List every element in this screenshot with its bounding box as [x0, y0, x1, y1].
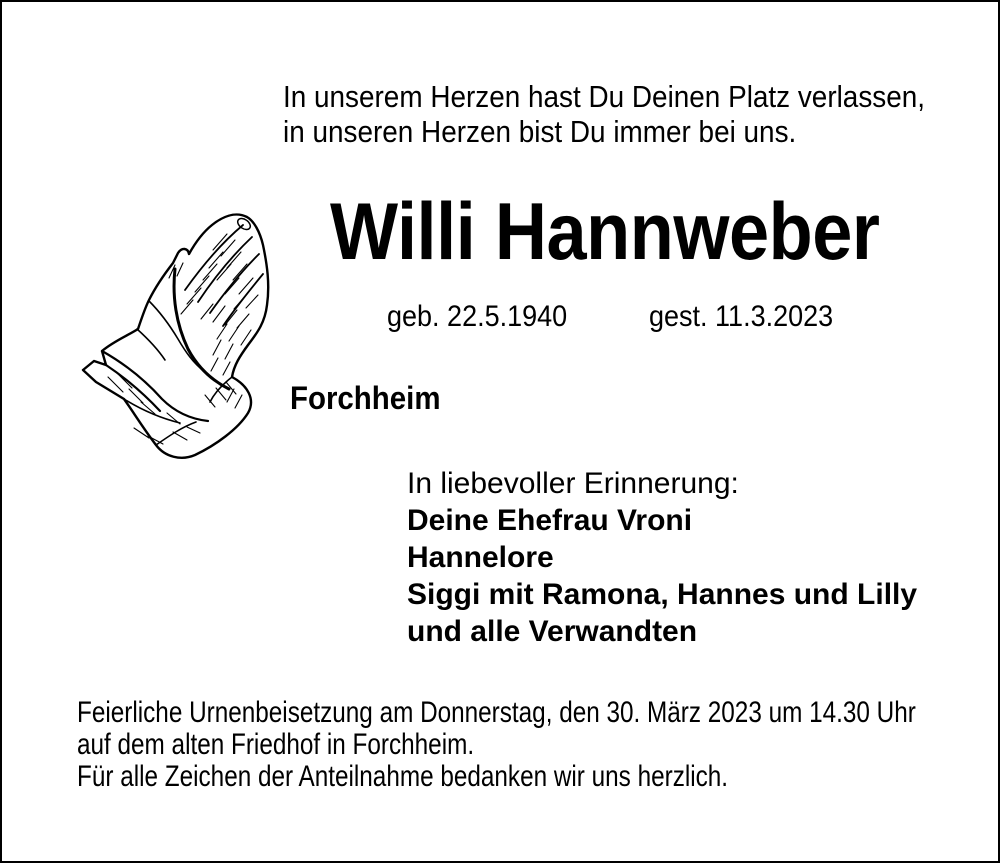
- city-name: Forchheim: [290, 380, 441, 416]
- epigraph-line-2: in unseren Herzen bist Du immer bei uns.: [283, 114, 797, 149]
- funeral-info: [77, 697, 916, 793]
- praying-hands-icon: [77, 212, 277, 462]
- funeral-line: Feierliche Urnenbeisetzung am Donnerstag, den 30. März 2023 um 14.30 Uhr: [77, 696, 916, 729]
- mourners-block: [407, 465, 917, 650]
- funeral-line: Für alle Zeichen der Anteilnahme bedanken wir uns herzlich.: [77, 760, 729, 793]
- epigraph: [283, 79, 925, 149]
- epigraph-line-1: In unserem Herzen hast Du Deinen Platz verlassen,: [283, 79, 926, 114]
- death-date: gest. 11.3.2023: [649, 300, 834, 333]
- deceased-name: Willi Hannweber: [330, 187, 880, 277]
- birth-date: geb. 22.5.1940: [387, 300, 568, 333]
- mourner-line: Hannelore: [407, 541, 554, 574]
- funeral-line: auf dem alten Friedhof in Forchheim.: [77, 728, 475, 761]
- mourner-line: und alle Verwandten: [407, 615, 698, 648]
- mourners-intro: In liebevoller Erinnerung:: [407, 467, 739, 500]
- mourner-line: Deine Ehefrau Vroni: [407, 504, 693, 537]
- mourner-line: Siggi mit Ramona, Hannes und Lilly: [407, 578, 918, 611]
